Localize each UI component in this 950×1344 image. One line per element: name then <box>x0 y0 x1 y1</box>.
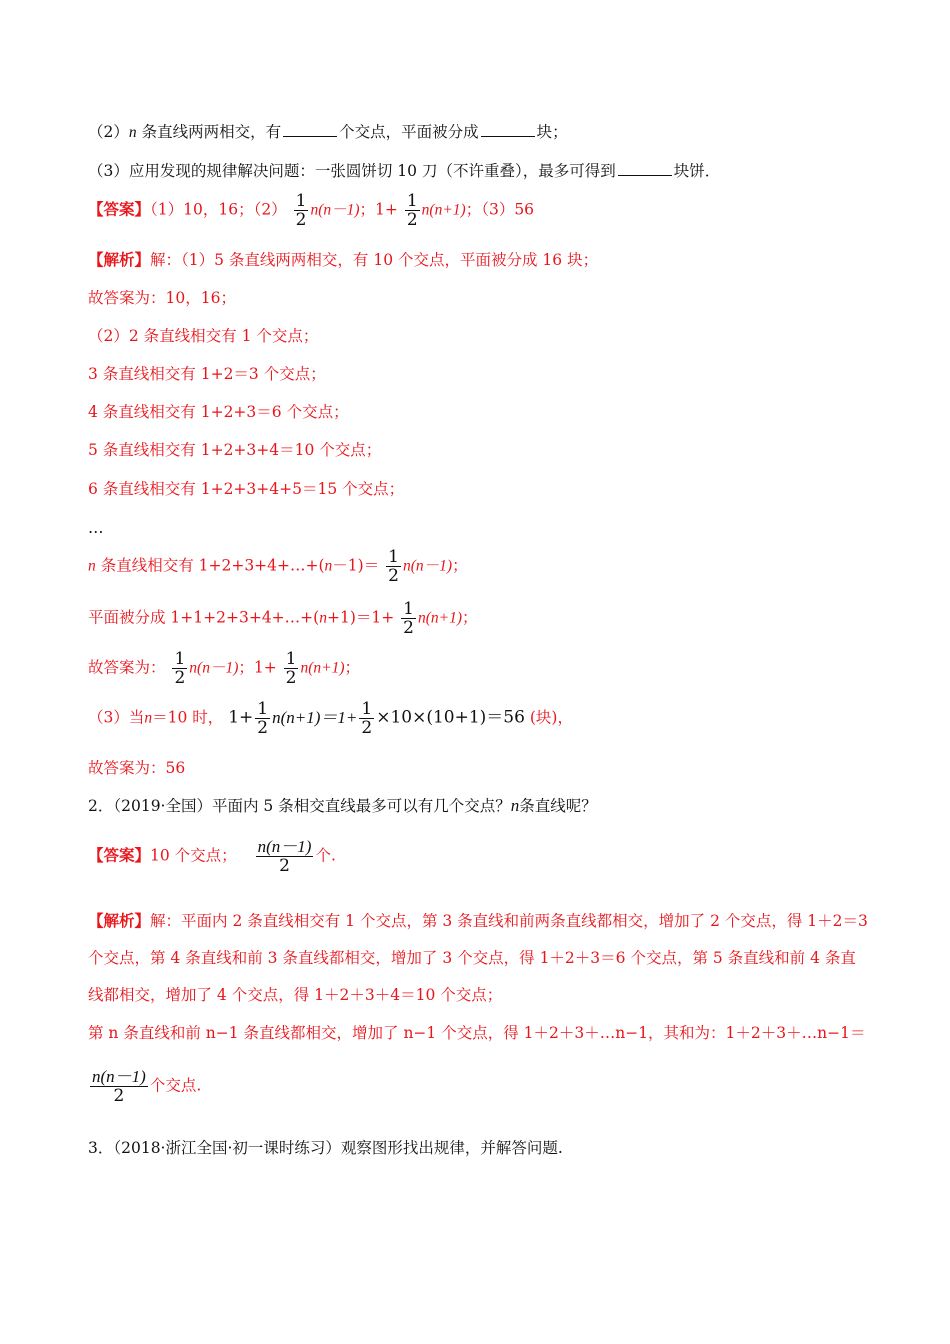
q1-line-n: n 条直线相交有 1+2+3+4+…+(n－1)＝ $\frac{1}{2}$ n(n－1)； <box>88 547 468 586</box>
q1-line-6: 6 条直线相交有 1+2+3+4+5＝15 个交点； <box>88 480 405 498</box>
q2-analysis: 【解析】解：平面内 2 条直线相交有 1 个交点，第 3 条直线和前两条直线都相交，增加了 2 个交点，得 1＋2＝3 个交点，第 4 条直线和前 3 条直线都相交，增加了 3 个交点，得 1＋2＋3＝6 个交点，第 5 条直线和前 4 条直线都相交，增加了 4 个交点，得 1＋2＋3＋4＝10 个交点； <box>88 911 868 1004</box>
q1-line-4: 4 条直线相交有 1+2+3＝6 个交点； <box>88 403 349 421</box>
fraction-half: $\frac{1}{2}$ <box>285 649 297 688</box>
fraction-half: $\frac{1}{2}$ <box>295 191 307 230</box>
q1-answer-1: 故答案为：10，16； <box>88 289 236 307</box>
fraction-half: $\frac{1}{2}$ <box>257 699 269 738</box>
q3-title: 3．（2018·浙江全国·初一课时练习）观察图形找出规律，并解答问题. <box>88 1139 563 1157</box>
fraction-n-n-minus-1-over-2: $\frac{n(n-1)}{2}$ <box>257 837 312 876</box>
fraction-half: $\frac{1}{2}$ <box>403 599 414 638</box>
fraction-half: $\frac{1}{2}$ <box>388 547 399 586</box>
blank-intersections[interactable] <box>283 122 337 137</box>
ellipsis: … <box>88 519 104 537</box>
q1-line-plane: 平面被分成 1+1+2+3+4+…+(n+1)＝1+ $\frac{1}{2}$ n(n+1)； <box>88 599 478 638</box>
fraction-n-n-minus-1-over-2: $\frac{n(n-1)}{2}$ <box>92 1067 146 1106</box>
q1-part3-calc: （3）当n＝10 时， 1+ $\frac{1}{2}$ n(n+1)＝1+ $\frac{1}{2}$ ×10×(10+1)＝56 (块)， <box>88 699 573 738</box>
q2-analysis-result: $\frac{n(n-1)}{2}$ 个交点. <box>92 1067 202 1106</box>
q1-answer-2: 故答案为： $\frac{1}{2}$ n(n－1)；1+ $\frac{1}{2}$ n(n+1)； <box>88 649 361 688</box>
q1-answer: 【答案】（1）10，16；（2） $\frac{1}{2}$ n(n－1)；1+ $\frac{1}{2}$ n(n+1)；（3）56 <box>88 191 535 230</box>
q1-analysis: 【解析】解：（1）5 条直线两两相交，有 10 个交点，平面被分成 16 块； <box>88 250 599 269</box>
q1-line-2: （2）2 条直线相交有 1 个交点； <box>88 327 319 345</box>
q1-part2: （2）n 条直线两两相交，有 个交点，平面被分成 块； <box>88 123 568 141</box>
q1-part3: （3）应用发现的规律解决问题：一张圆饼切 10 刀（不许重叠），最多可得到 块饼． <box>88 162 721 180</box>
q1-answer-3: 故答案为：56 <box>88 759 186 777</box>
q2-answer: 【答案】10 个交点； $\frac{n(n-1)}{2}$ 个. <box>88 837 336 876</box>
q2-title: 2．（2019·全国）平面内 5 条相交直线最多可以有几个交点？n条直线呢？ <box>88 796 597 815</box>
fraction-half: $\frac{1}{2}$ <box>361 699 373 738</box>
blank-pieces[interactable] <box>618 161 672 176</box>
q1-line-3: 3 条直线相交有 1+2＝3 个交点； <box>88 365 326 383</box>
fraction-half: $\frac{1}{2}$ <box>174 649 186 688</box>
q1-line-5: 5 条直线相交有 1+2+3+4＝10 个交点； <box>88 441 382 459</box>
q2-analysis-n: 第 n 条直线和前 n−1 条直线都相交，增加了 n−1 个交点，得 1＋2＋3＋…n−1，其和为：1＋2＋3＋…n−1＝ <box>88 1024 866 1042</box>
blank-regions[interactable] <box>481 122 535 137</box>
fraction-half: $\frac{1}{2}$ <box>406 191 418 230</box>
